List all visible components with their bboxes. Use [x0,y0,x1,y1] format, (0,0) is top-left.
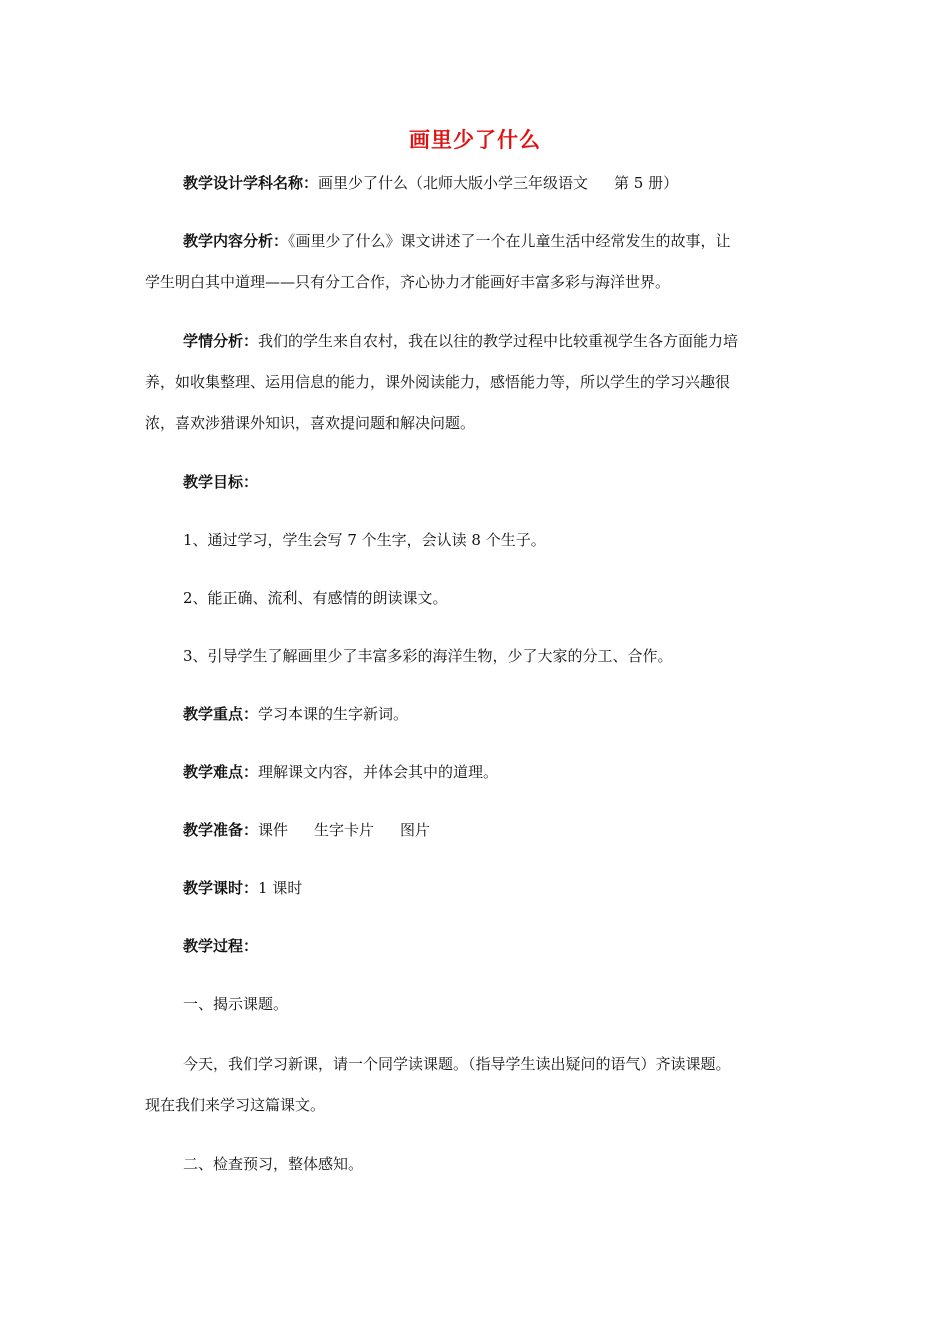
objective-item: 2、能正确、流利、有感情的朗读课文。 [183,589,448,607]
design-paragraph [145,163,805,204]
key-point-paragraph [145,694,805,735]
process-step-1-line-2: 现在我们来学习这篇课文。 [145,1096,326,1114]
student-analysis-paragraph [145,321,805,444]
preparation-label: 教学准备： [183,821,259,839]
student-analysis-line-1: 我们的学生来自农村，我在以往的教学过程中比较重视学生各方面能力培 [258,332,739,350]
objective-item: 1、通过学习，学生会写 7 个生字，会认读 8 个生子。 [183,531,546,549]
preparation-item: 生字卡片 [314,821,375,839]
student-analysis-label: 学情分析： [183,332,259,350]
difficulty-label: 教学难点： [183,763,259,781]
key-point-text: 学习本课的生字新词。 [258,705,409,723]
objectives-label: 教学目标： [183,473,259,491]
student-analysis-line-2: 养，如收集整理、运用信息的能力，课外阅读能力，感悟能力等，所以学生的学习兴趣很 [145,373,731,391]
process-step-1: 一、揭示课题。 [183,995,289,1013]
document-title: 画里少了什么 [409,128,541,152]
design-volume: 第 5 册） [614,174,679,192]
process-step-2: 二、检查预习，整体感知。 [183,1155,364,1173]
difficulty-text: 理解课文内容，并体会其中的道理。 [258,763,499,781]
design-label: 教学设计学科名称： [183,174,319,192]
hours-paragraph [145,868,805,909]
preparation-item: 课件 [258,821,289,839]
content-analysis-paragraph [145,221,805,303]
hours-text: 1 课时 [258,879,303,897]
process-heading [145,926,805,967]
content-analysis-line-1: 《画里少了什么》课文讲述了一个在儿童生活中经常发生的故事，让 [288,232,731,250]
design-text: 画里少了什么（北师大版小学三年级语文 [318,174,589,192]
preparation-paragraph [145,810,805,851]
content-analysis-line-2: 学生明白其中道理——只有分工合作，齐心协力才能画好丰富多彩与海洋世界。 [145,273,671,291]
objective-item: 3、引导学生了解画里少了丰富多彩的海洋生物，少了大家的分工、合作。 [183,647,673,665]
hours-label: 教学课时： [183,879,259,897]
process-label: 教学过程： [183,937,259,955]
difficulty-paragraph [145,752,805,793]
key-point-label: 教学重点： [183,705,259,723]
objectives-heading [145,462,805,503]
process-step-1-paragraph [145,1044,805,1126]
content-analysis-label: 教学内容分析： [183,232,289,250]
preparation-item: 图片 [400,821,431,839]
process-step-1-line-1: 今天，我们学习新课，请一个同学读课题。（指导学生读出疑问的语气）齐读课题。 [183,1055,731,1073]
student-analysis-line-3: 浓，喜欢涉猎课外知识，喜欢提问题和解决问题。 [145,414,476,432]
